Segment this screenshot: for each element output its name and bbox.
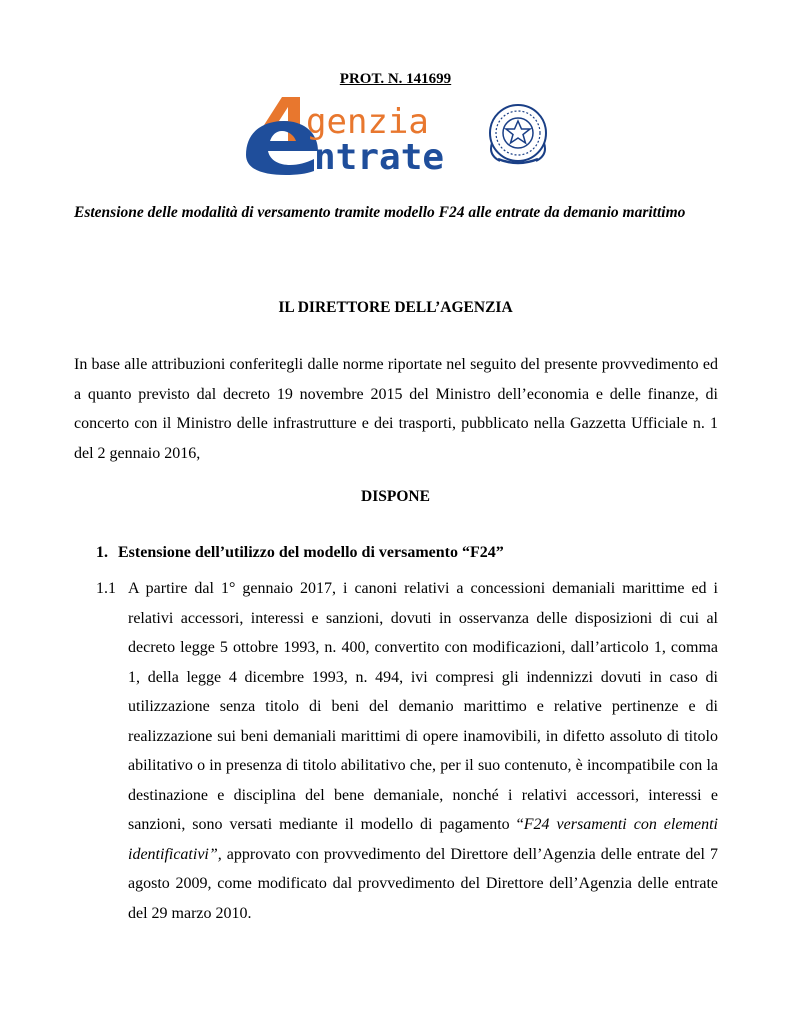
item-1-1-number: 1.1 [96, 580, 116, 597]
intro-paragraph: In base alle attribuzioni conferitegli dalle norme riportate nel seguito del presente provvedimento ed a quanto previsto dal decreto 19 novembre 2015 del Ministro dell’economia e delle finanze, di concerto con il Ministro delle infrastrutture e dei trasporti, pubblicato nella Gazzetta Ufficiale n. 1 del 2 gennaio 2016, [74, 356, 718, 462]
logo-word-genzia: genzia [306, 102, 429, 142]
dispone-heading: DISPONE [361, 488, 430, 505]
item-1-1-text-part1: A partire dal 1° gennaio 2017, i canoni relativi a concessioni demaniali marittime ed i relativi accessori, interessi e sanzioni, dovuti in osservanza delle disposizioni di cui al decreto legge 5 ottobre 1993, n. 400, convertito con modificazioni, dall’articolo 1, comma 1, della legge 4 dicembre 1993, n. 494, ivi compresi gli indennizzi dovuti in caso di utilizzazione senza titolo di beni del demanio marittimo e relative pertinenze e di realizzazione sui beni demaniali marittimi di opere inamovibili, in difetto assoluto di titolo abilitativo o in presenza di titolo abilitativo che, per il suo contenuto, è incompatibile con la destinazione e disciplina del bene demaniale, nonché i relativi accessori, interessi e sanzioni, sono versati mediante il modello di pagamento “ [128, 580, 718, 833]
section-1-title-text: Estensione dell’utilizzo del modello di versamento “F24” [118, 544, 504, 561]
item-1-1-text-part2: approvato con provvedimento del Direttore dell’Agenzia delle entrate del 7 agosto 2009, come modificato dal provvedimento del Direttore dell’Agenzia delle entrate del 29 marzo 2010. [128, 845, 718, 922]
logo-word-ntrate: ntrate [314, 137, 445, 175]
italian-republic-emblem-icon [490, 105, 546, 163]
section-1-number: 1. [96, 544, 108, 561]
protocol-number: PROT. N. 141699 [339, 71, 452, 87]
section-1-title [96, 544, 504, 562]
director-heading: IL DIRETTORE DELL’AGENZIA [278, 299, 513, 316]
agenzia-entrate-logo [242, 95, 552, 175]
document-subject: Estensione delle modalità di versamento tramite modello F24 alle entrate da demanio marittimo [74, 204, 686, 221]
item-1-1-paragraph [128, 574, 718, 928]
item-1-1-text-italic: F24 versamenti con elementi identificativi”, [128, 816, 719, 863]
agenzia-entrate-logo-graphic [242, 95, 552, 175]
